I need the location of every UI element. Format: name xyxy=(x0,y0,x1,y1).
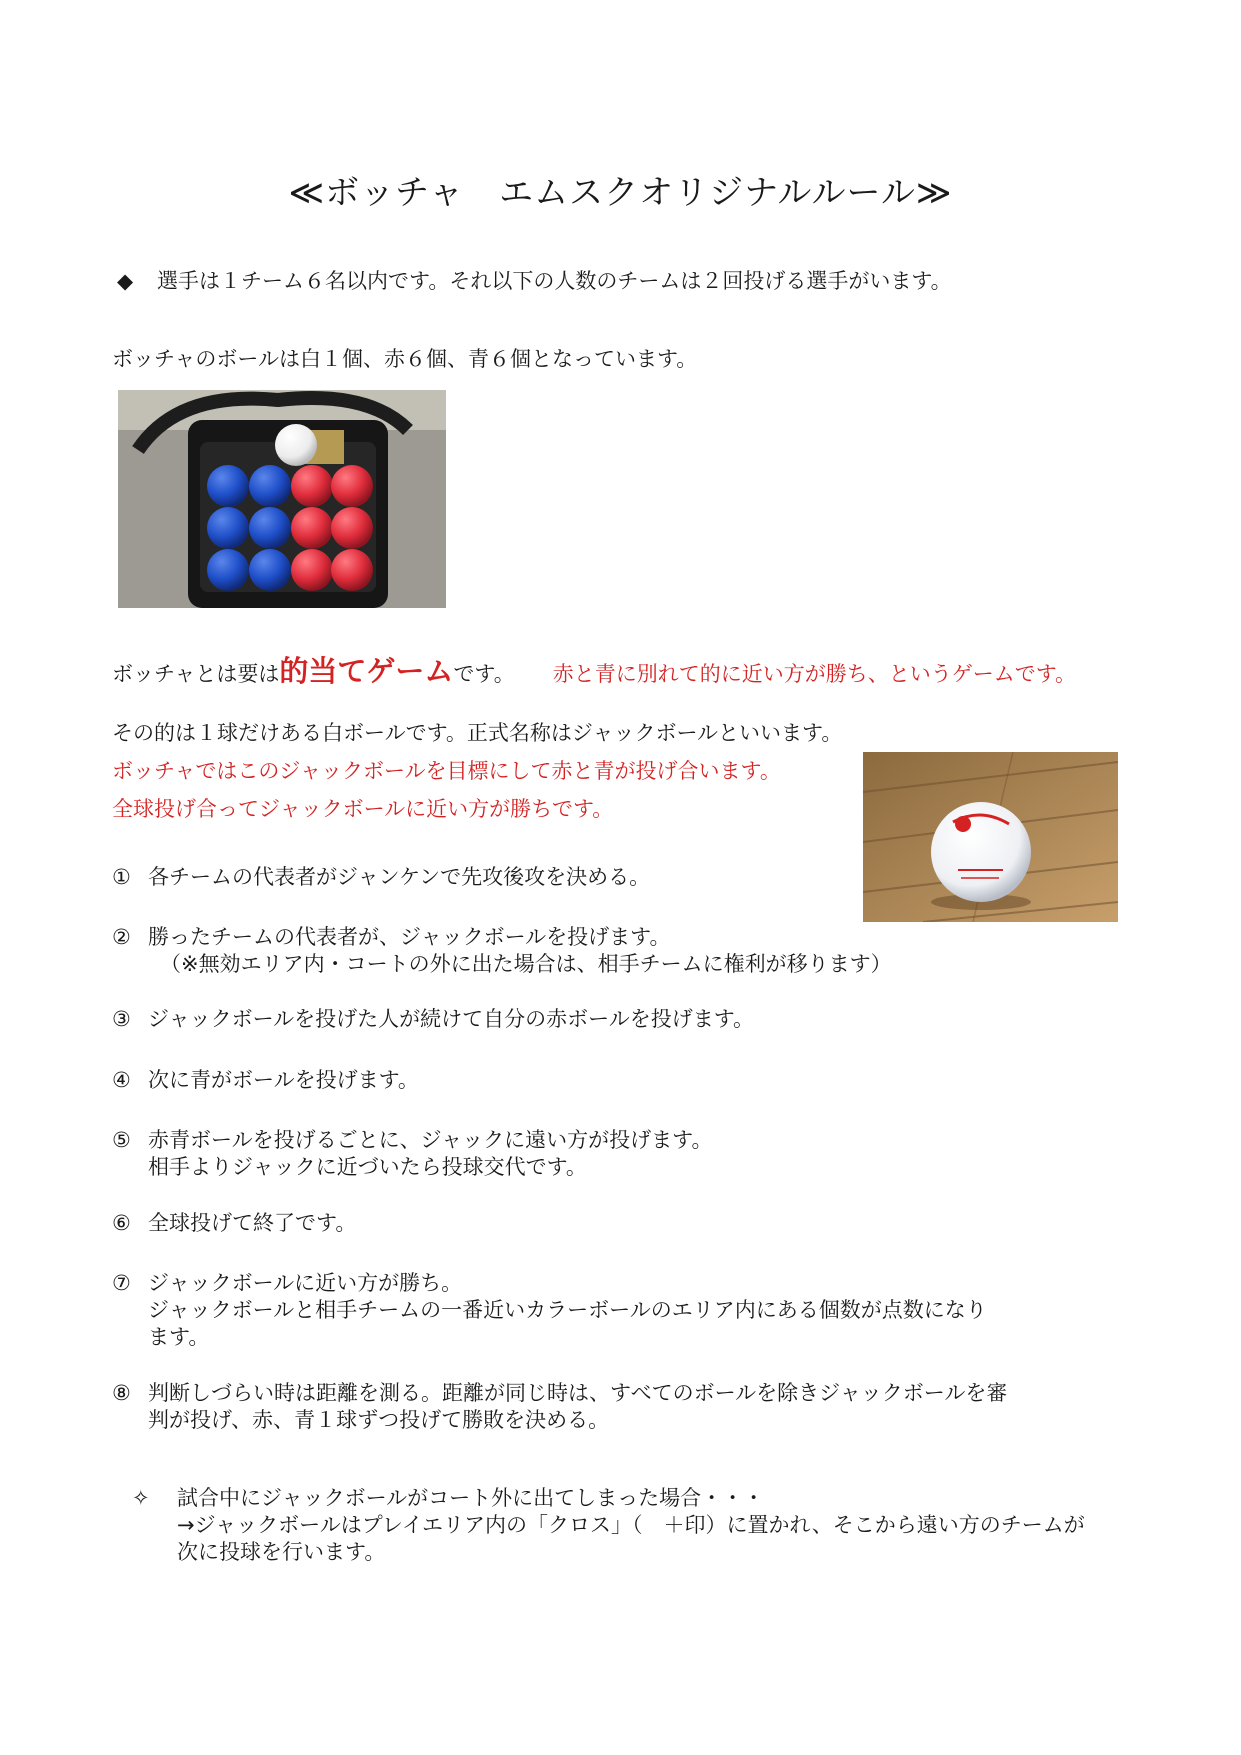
step-text: 赤青ボールを投げるごとに、ジャックに遠い方が投げます。 xyxy=(148,1128,713,1152)
intro-emphasis: 的当てゲーム xyxy=(279,654,454,688)
step-item xyxy=(112,864,650,891)
intro-red-note: 赤と青に別れて的に近い方が勝ち、というゲームです。 xyxy=(552,662,1077,686)
bullet-line xyxy=(117,268,952,295)
step-item xyxy=(112,1006,754,1033)
step-number: ⑤ xyxy=(112,1128,131,1152)
boccia-bag-photo xyxy=(118,390,446,608)
step-text-continued: ます。 xyxy=(148,1325,210,1349)
step-text: 全球投げて終了です。 xyxy=(148,1211,357,1235)
page-title: ≪ボッチャ エムスクオリジナルルール≫ xyxy=(288,173,953,213)
step-number: ⑦ xyxy=(112,1271,131,1295)
step-number: ⑥ xyxy=(112,1211,131,1235)
step-item xyxy=(112,1067,419,1094)
step-number: ① xyxy=(112,865,131,889)
diamond-bullet-icon: ◆ xyxy=(117,269,134,293)
step-item xyxy=(112,924,670,951)
step-item xyxy=(112,1270,462,1297)
step-text-continued: （※無効エリア内・コートの外に出た場合は、相手チームに権利が移ります） xyxy=(160,952,892,976)
step-number: ⑧ xyxy=(112,1381,131,1405)
red-rule-line: ボッチャではこのジャックボールを目標にして赤と青が投げ合います。 xyxy=(112,759,781,783)
step-number: ② xyxy=(112,925,131,949)
step-item xyxy=(112,1127,712,1154)
red-rule-line: 全球投げ合ってジャックボールに近い方が勝ちです。 xyxy=(112,797,614,821)
step-text-continued: 相手よりジャックに近づいたら投球交代です。 xyxy=(148,1155,587,1179)
step-text: 次に青がボールを投げます。 xyxy=(148,1068,419,1092)
step-text: 各チームの代表者がジャンケンで先攻後攻を決める。 xyxy=(148,865,651,889)
step-number: ③ xyxy=(112,1007,131,1031)
note-line xyxy=(132,1485,764,1512)
intro-line xyxy=(112,654,1077,688)
step-text: ジャックボールを投げた人が続けて自分の赤ボールを投げます。 xyxy=(148,1007,755,1031)
bullet-text: 選手は１チーム６名以内です。それ以下の人数のチームは２回投げる選手がいます。 xyxy=(157,269,952,293)
intro-suffix: です。 xyxy=(453,662,515,686)
step-number: ④ xyxy=(112,1068,131,1092)
step-text: 勝ったチームの代表者が、ジャックボールを投げます。 xyxy=(148,925,671,949)
intro-prefix: ボッチャとは要は xyxy=(112,662,280,686)
note-text-continued: 次に投球を行います。 xyxy=(177,1540,386,1564)
jack-ball-description: その的は１球だけある白ボールです。正式名称はジャックボールといいます。 xyxy=(112,721,843,745)
step-item xyxy=(112,1380,1007,1407)
note-text: 試合中にジャックボールがコート外に出てしまった場合・・・ xyxy=(177,1486,765,1510)
jack-ball-photo xyxy=(863,752,1118,922)
balls-description: ボッチャのボールは白１個、赤６個、青６個となっています。 xyxy=(112,347,698,371)
note-text-continued: →ジャックボールはプレイエリア内の「クロス」（ ＋印）に置かれ、そこから遠い方のチームが xyxy=(177,1513,1085,1537)
step-text: 判断しづらい時は距離を測る。距離が同じ時は、すべてのボールを除きジャックボールを審 xyxy=(148,1381,1008,1405)
step-text: ジャックボールに近い方が勝ち。 xyxy=(148,1271,463,1295)
step-text-continued: ジャックボールと相手チームの一番近いカラーボールのエリア内にある個数が点数になり xyxy=(148,1298,987,1322)
sparkle-bullet-icon: ✧ xyxy=(132,1486,150,1510)
step-item xyxy=(112,1210,356,1237)
step-text-continued: 判が投げ、赤、青１球ずつ投げて勝敗を決める。 xyxy=(148,1408,610,1432)
